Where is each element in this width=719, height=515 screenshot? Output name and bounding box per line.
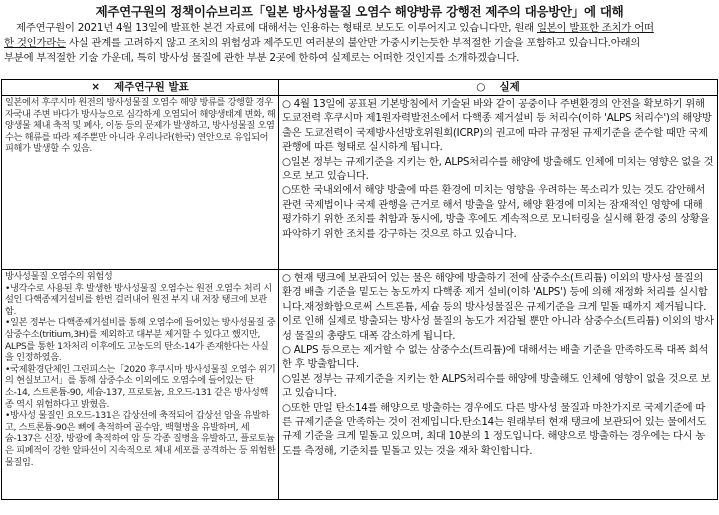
row1-announcement-cell	[2, 96, 279, 270]
row1-fact-item: ○일본 정부는 규제기준을 지키는 한, ALPS처리수를 해양에 방출해도 인체에 미치는 영향은 없을 것으로 보고 있습니다.	[282, 155, 714, 183]
intro-line-1-text: 제주연구원이 2021년 4월 13일에 발표한 본건 자료에 대해서는 인용하는 형태로 보도도 이루어지고 있습니다만, 원래	[16, 22, 537, 34]
page-title: 제주연구원의 정책이슈브리프「일본 방사성물질 오염수 해양방류 강행전 제주의 대응방안」에 대해	[95, 4, 624, 19]
header-fact-label: 실제	[499, 81, 520, 93]
intro-line-1	[4, 21, 716, 36]
table-header-row	[2, 80, 718, 96]
row2-fact-item: ○ 현재 탱크에 보관되어 있는 물은 해양에 방출하기 전에 삼중수소(트리튬) 이외의 방사성 물질의 환경 배출 기준을 밑도는 농도까지 다핵종 제거 설비(이하 'ALPS') 등에 의해 재정화 처리를 실시합니다.재정화함으로써 스트론튬, 세슘 등의 방사성물질은 규제기준을 크게 밑돌 때까지 제거됩니다.이로 인해 실제로 방출되는 방사성 물질의 농도가 저감될 뿐만 아니라 삼중수소(트리튬) 이외의 방사성 물질의 총량도 대폭 감소하게 됩니다.	[282, 272, 714, 342]
circle-icon: ○	[476, 81, 486, 93]
header-announcement-label: 제주연구원 발표	[114, 81, 189, 93]
header-fact	[279, 80, 718, 96]
comparison-table	[1, 79, 718, 500]
header-announcement	[2, 80, 279, 96]
row2-announcement-cell	[2, 270, 279, 500]
row1-fact-cell	[279, 96, 718, 270]
intro-line-2-text: 사실 관계를 고려하지 않고 조치의 위험성과 제주도민 여러분의 불안만 가중시키는듯한 부적절한 기술을 포함하고 있습니다.아래의	[65, 37, 641, 49]
intro-underlined-1: 일본이 발표한 조치가 어떠	[536, 22, 654, 34]
intro-paragraph	[4, 21, 716, 66]
row2-fact-item: ○또한 만일 탄소14를 해양으로 방출하는 경우에도 다른 방사성 물질과 마찬가지로 국제기준에 따른 규제기준을 만족하는 것이 전제입니다.탄소14는 원래부터 현재 탱크에 보관되어 있는 물에서도 규제 기준을 크게 밑돌고 있으며, 최대 10분의 1 정도입니다. 해양으로 방출하는 경우에는 다시 농도를 측정해, 기준치를 밑돌고 있는 것을 재차 확인합니다.	[282, 401, 707, 457]
row2-fact-cell	[279, 270, 718, 500]
row2-announcement-item: •냉각수로 사용된 후 발생한 방사성물질 오염수는 원전 오염수 처리 시설인 다핵종제거설비를 한번 걸러내어 원전 부지 내 저장 탱크에 보관함.	[5, 282, 272, 317]
intro-line-2	[4, 36, 716, 51]
table-row	[2, 96, 718, 270]
intro-line-3: 부분에 부적절한 기술 가운데, 특히 방사성 물질에 관한 부분 2곳에 한하여 실제로는 어떠한 것인지를 소개하겠습니다.	[4, 52, 520, 64]
row1-fact-item: ○또한 국내외에서 해양 방출에 따른 환경에 미치는 영향을 우려하는 목소리가 있는 것도 감안해서 관련 국제법이나 국제 관행을 근거로 해서 방출을 앞서, 해양 환경에 미치는 잠재적인 영향에 대해 평가하기 위한 조치를 취함과 동시에, 방출 후에도 계속적으로 모니터링을 실시해 환경 중의 상황을 파악하기 위한 조치를 강구하는 것으로 하고 있습니다.	[282, 184, 710, 240]
row2-announcement-item: •국제환경단체인 그린피스는「2020 후쿠시마 방사성물질 오염수 위기의 현실보고서」를 통해 삼중수소 이외에도 오염수에 들어있는 탄소-14, 스트론튬-90, 세슘-137, 프로토늄, 요오드-131 같은 방사성핵종 역시 위험하다고 밝혔음.	[5, 363, 276, 410]
row2-fact-item: ○일본 정부는 규제기준을 지키는 한 ALPS처리수를 해양에 방출해도 인체에 영향이 없을 것으로 보고 있습니다.	[282, 372, 711, 400]
row2-announcement-item: •일본 정부는 다핵종제거설비를 통해 오염수에 들어있는 방사성물질 중 삼중수소(tritium,3H)를 제외하고 대부분 제거할 수 있다고 했지만, ALPS를 통한 1차처리 이후에도 고농도의 탄소-14가 존재한다는 사실을 인정하였음.	[5, 317, 276, 364]
row2-announcement-heading: 방사성물질 오염수의 위험성	[5, 271, 113, 282]
row1-fact-item: ○ 4월 13일에 공표된 기본방침에서 기술된 바와 같이 공중이나 주변환경의 안전을 확보하기 위해 도쿄전력 후쿠시마 제1원자력발전소에서 다핵종 제거설비 등 처리수(이하 'ALPS 처리수')의 해양방출은 도쿄전력이 국제방사선방호위원회(ICRP)의 권고에 따라 규정된 규제기준을 준수할 때만 국제관행에 따른 형태로 실시하게 됩니다.	[282, 98, 712, 154]
intro-underlined-2: 한 것인가라는	[4, 37, 66, 49]
row2-announcement-item: •방사성 물질인 요오드-131은 갑상선에 축적되어 갑상선 암을 유발하고, 스트론튬-90은 뼈에 축적하여 골수암, 백혈병을 유발하며, 세슘-137은 신장, 방광에 축적하여 암 등 각종 질병을 유발하고, 플로토늄은 피폐적이 강한 알파선이 지속적으로 체내 세포를 공격하는 등 위험한 물질임.	[5, 410, 276, 468]
row1-announcement-text: 일본에서 후쿠시마 원전의 방사성물질 오염수 해양 방류를 강행할 경우 자국내 주변 바다가 방사능으로 심각하게 오염되어 해양생태계 변화, 해양생물 체내 축적 및 폐사, 이동 등의 문제가 발생하고, 방사성물질 오염수는 해류를 따라 제주뿐만 아니라 우리나라(한국) 연안으로 유입되어 피해가 발생할 수 있음.	[5, 97, 276, 155]
row2-fact-item: ○ ALPS 등으로는 제거할 수 없는 삼중수소(트리튬)에 대해서는 배출 기준을 만족하도록 대폭 희석한 후 방출합니다.	[282, 344, 709, 371]
table-row	[2, 270, 718, 500]
cross-icon: ×	[91, 81, 101, 93]
